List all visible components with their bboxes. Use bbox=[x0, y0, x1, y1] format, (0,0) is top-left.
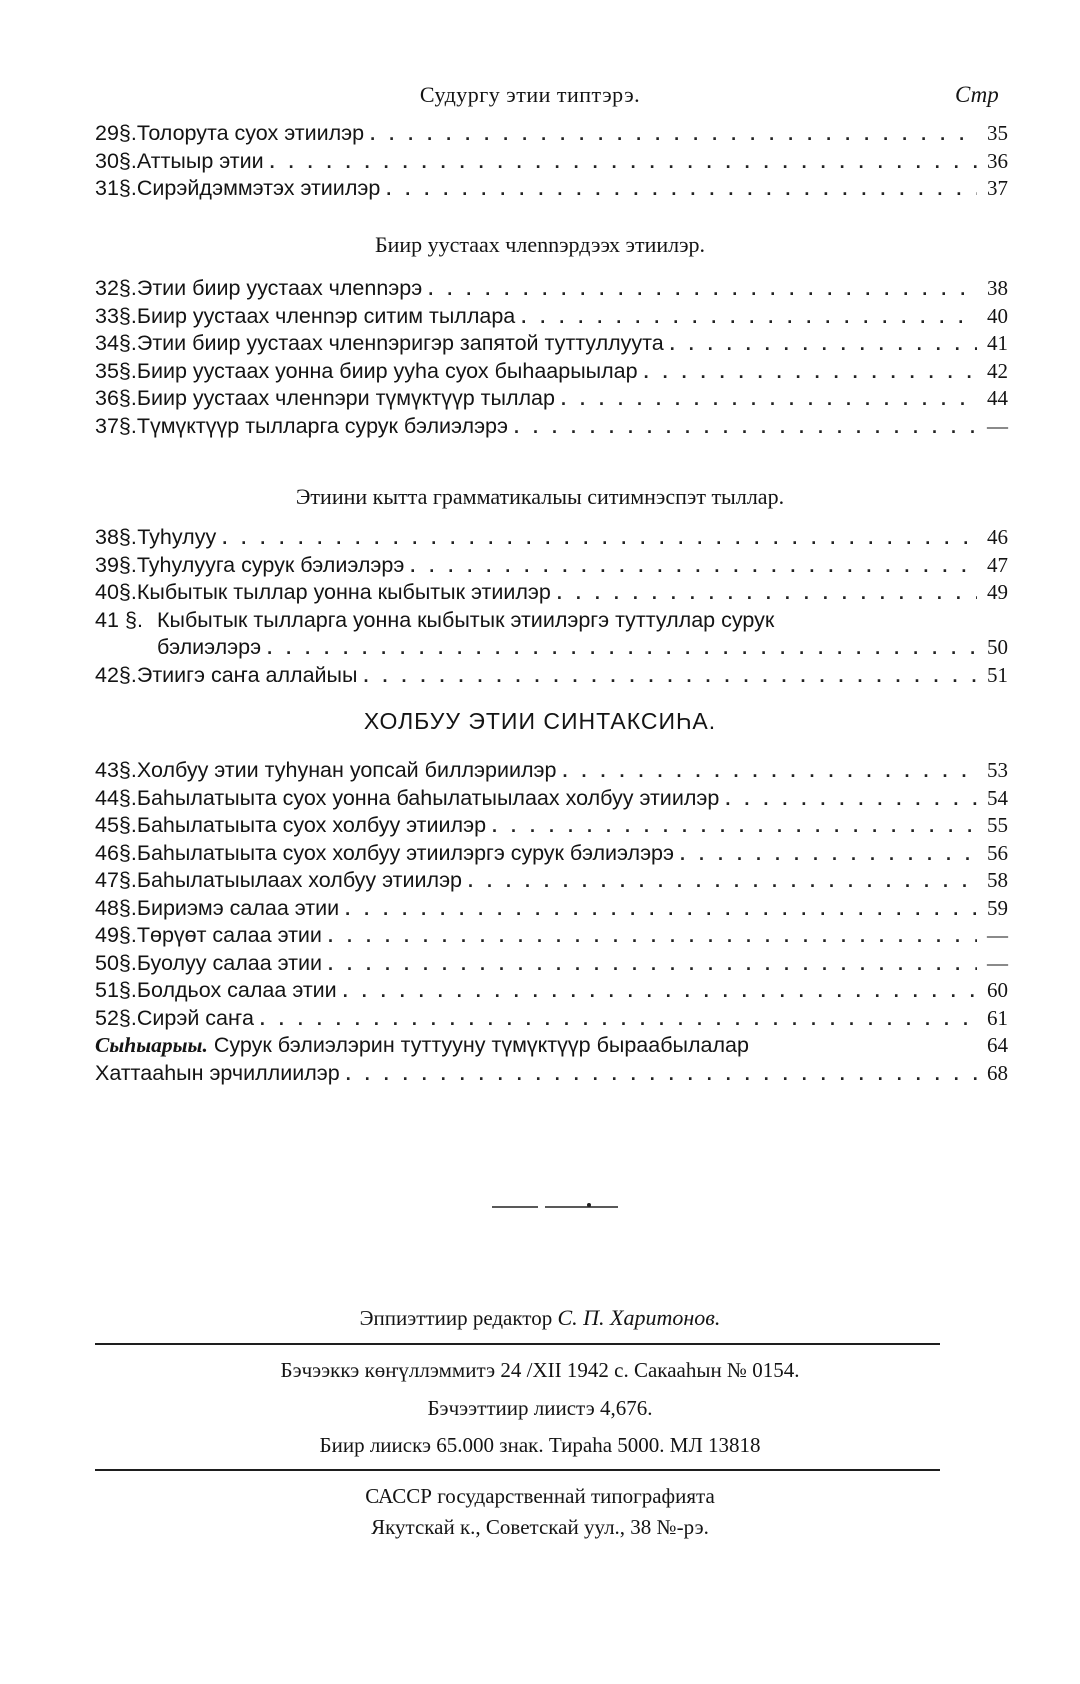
toc-entry bbox=[95, 385, 1008, 413]
dot-leader bbox=[386, 176, 977, 204]
entry-number: 36 bbox=[95, 386, 119, 410]
dot-leader bbox=[260, 1006, 976, 1034]
toc-entry bbox=[95, 148, 1008, 176]
entry-title: Этии биир уустаах членnэригэр запятой туттуллуута bbox=[136, 331, 664, 355]
toc-entry bbox=[95, 607, 1008, 635]
editor-name: С. П. Харитонов. bbox=[557, 1305, 721, 1330]
entry-number: 39 bbox=[95, 552, 119, 577]
entry-title: Баһылатыыта суох уонна баһылатыылаах холбуу этиилэр bbox=[136, 785, 720, 810]
entry-page: 36 bbox=[987, 148, 1008, 173]
dot-leader bbox=[521, 304, 977, 332]
dot-leader bbox=[561, 386, 977, 414]
entry-page: — bbox=[987, 413, 1008, 438]
section-sign: §. bbox=[118, 580, 137, 604]
section-sign: §. bbox=[118, 303, 137, 328]
entry-page: — bbox=[987, 923, 1008, 947]
entry-page: 60 bbox=[987, 978, 1008, 1002]
flourish-dot bbox=[587, 1203, 591, 1207]
horizontal-rule bbox=[95, 1343, 940, 1345]
errata-title: Хаттааһын эрчиллиилэр bbox=[95, 1060, 340, 1085]
entry-number: 30 bbox=[95, 148, 119, 173]
entry-number: 35 bbox=[95, 358, 119, 383]
section-sign: §. bbox=[118, 552, 137, 577]
section-sign: §. bbox=[118, 662, 137, 687]
dot-leader bbox=[370, 121, 977, 149]
toc-entry bbox=[95, 840, 1008, 868]
entry-title: Этиигэ саҥа аллайыы bbox=[136, 662, 358, 687]
entry-number: 37 bbox=[95, 413, 119, 438]
section-sign: §. bbox=[118, 868, 137, 892]
section-sign: §. bbox=[118, 895, 137, 920]
toc-entry bbox=[95, 330, 1008, 358]
entry-title: Этии биир уустаах члennэрэ bbox=[136, 276, 423, 300]
entry-number: 41 bbox=[95, 607, 119, 632]
decorative-flourish bbox=[490, 1202, 620, 1210]
characters-circulation-line: Биир лиискэ 65.000 знак. Тираһа 5000. МЛ 13818 bbox=[319, 1433, 761, 1457]
section-sign: §. bbox=[118, 840, 137, 865]
entry-page: — bbox=[987, 950, 1008, 975]
entry-number: 32 bbox=[95, 276, 119, 300]
toc-entry bbox=[95, 757, 1008, 785]
entry-page: 38 bbox=[987, 276, 1008, 300]
toc-entry bbox=[95, 175, 1008, 203]
horizontal-rule bbox=[95, 1469, 940, 1471]
entry-page: 49 bbox=[987, 580, 1008, 604]
section-heading: Биир уустаах члennэрдээх этиилэр. bbox=[374, 232, 706, 257]
printer-line-2: Якутскай к., Советскай уул., 38 №-рэ. bbox=[371, 1515, 709, 1539]
entry-number: 47 bbox=[95, 868, 119, 892]
section-sign: §. bbox=[118, 276, 137, 300]
toc-entry bbox=[95, 977, 1008, 1005]
dot-leader bbox=[492, 813, 977, 841]
section-heading: Этиини кытта грамматикалыы ситимнэспэт тыллар. bbox=[295, 484, 785, 509]
entry-number: 51 bbox=[95, 978, 119, 1002]
section-sign: §. bbox=[118, 785, 137, 810]
entry-title: Сирэйдэммэтэх этиилэр bbox=[136, 176, 381, 200]
toc-entry bbox=[95, 358, 1008, 386]
entry-page: 37 bbox=[987, 176, 1008, 200]
entry-title: Баһылатыыта суох холбуу этиилэргэ сурук бэлиэлэрэ bbox=[136, 840, 674, 865]
entry-number: 31 bbox=[95, 176, 119, 200]
section-sign: §. bbox=[118, 413, 137, 438]
entry-title: Биир уустаах членnэр ситим тыллара bbox=[136, 303, 516, 328]
entry-page: 56 bbox=[987, 840, 1008, 865]
dot-leader bbox=[346, 1061, 977, 1089]
entry-number: 38 bbox=[95, 525, 119, 549]
editor-line bbox=[0, 1305, 1080, 1331]
dot-leader bbox=[468, 868, 977, 896]
entry-title: Буолуу салаа этии bbox=[136, 950, 322, 975]
section-sign: §. bbox=[118, 331, 137, 355]
entry-number: 52 bbox=[95, 1005, 119, 1030]
toc-entry bbox=[95, 812, 1008, 840]
entry-number: 34 bbox=[95, 331, 119, 355]
entry-page: 54 bbox=[987, 785, 1008, 810]
toc-entry bbox=[95, 1005, 1008, 1033]
dot-leader bbox=[363, 663, 977, 691]
entry-page: 58 bbox=[987, 868, 1008, 892]
entry-title: Туһулуу bbox=[137, 525, 217, 549]
appendix-label: Сыһыарыы. bbox=[95, 1033, 208, 1057]
dot-leader bbox=[267, 635, 976, 663]
section-sign: §. bbox=[118, 978, 137, 1002]
entry-title: Сирэй саҥа bbox=[136, 1005, 254, 1030]
entry-title: Холбуу этии туһунан уопсай биллэриилэр bbox=[136, 758, 557, 782]
dot-leader bbox=[562, 758, 977, 786]
toc-header-title: Судургу этии типтэрэ. bbox=[419, 82, 641, 107]
toc-entry bbox=[95, 895, 1008, 923]
entry-title: Биир уустаах уонна биир ууһа суох быһаарыылар bbox=[136, 358, 638, 383]
dot-leader bbox=[428, 276, 977, 304]
entry-title: Түмүктүүр тылларга сурук бэлиэлэрэ bbox=[136, 413, 508, 438]
toc-entry bbox=[95, 413, 1008, 441]
entry-page: 44 bbox=[987, 386, 1008, 410]
dot-leader bbox=[343, 978, 977, 1006]
toc-group-3 bbox=[95, 524, 1008, 689]
entry-title: Бириэмэ салаа этии bbox=[136, 895, 340, 920]
entry-page: 53 bbox=[987, 758, 1008, 782]
section-sign: §. bbox=[118, 176, 137, 200]
entry-number: 40 bbox=[95, 580, 119, 604]
dot-leader bbox=[270, 149, 977, 177]
entry-title: Кыбытык тылларга уонна кыбытык этиилэргэ туттуллар сурук bbox=[157, 607, 775, 632]
toc-entry bbox=[95, 524, 1008, 552]
entry-page: 46 bbox=[987, 525, 1008, 549]
appendix-title-wrap bbox=[95, 1032, 749, 1060]
entry-number: 50 bbox=[95, 950, 119, 975]
entry-number: 46 bbox=[95, 840, 119, 865]
entry-page: 59 bbox=[987, 895, 1008, 920]
part-heading: ХОЛБУУ ЭТИИ СИНТАКСИҺА. bbox=[363, 708, 717, 734]
entry-page: 61 bbox=[987, 1005, 1008, 1030]
toc-entry bbox=[95, 303, 1008, 331]
dot-leader bbox=[345, 896, 977, 924]
entry-page: 47 bbox=[987, 552, 1008, 577]
entry-page: 50 bbox=[987, 635, 1008, 659]
dot-leader bbox=[222, 525, 975, 553]
section-sign: §. bbox=[118, 1005, 137, 1030]
entry-title: Төрүөт салаа этии bbox=[136, 923, 322, 947]
section-sign: §. bbox=[118, 923, 137, 947]
entry-title: Толорута суох этиилэр bbox=[136, 121, 365, 145]
toc-entry-continuation bbox=[95, 634, 1008, 662]
dot-leader bbox=[410, 553, 977, 581]
toc-entry bbox=[95, 120, 1008, 148]
entry-title: Баһылатыылаах холбуу этиилэр bbox=[136, 868, 462, 892]
entry-title: Аттыыр этии bbox=[136, 148, 264, 173]
printer-line-1: САССР государственнай типографията bbox=[365, 1484, 715, 1508]
entry-number: 48 bbox=[95, 895, 119, 920]
section-sign: §. bbox=[118, 525, 137, 549]
entry-title: Кыбытык тыллар уонна кыбытык этиилэр bbox=[136, 580, 551, 604]
entry-page: 40 bbox=[987, 303, 1008, 328]
entry-page: 35 bbox=[987, 121, 1008, 145]
toc-entry bbox=[95, 922, 1008, 950]
dot-leader bbox=[514, 414, 977, 442]
dot-leader bbox=[557, 580, 977, 608]
section-sign: §. bbox=[118, 758, 137, 782]
entry-title-continuation: бэлиэлэрэ bbox=[157, 635, 262, 659]
page-column-label: Стр bbox=[955, 82, 999, 107]
entry-page: 41 bbox=[987, 331, 1008, 355]
appendix-title: Сурук бэлиэлэрин туттууну түмүктүүр быраабылалар bbox=[213, 1033, 749, 1057]
entry-page: 68 bbox=[987, 1060, 1008, 1085]
entry-title: Биир уустаах членnэри түмүктүүр тыллар bbox=[136, 386, 555, 410]
toc-appendix-entry bbox=[95, 1032, 1008, 1060]
entry-number: 44 bbox=[95, 785, 119, 810]
entry-number: 45 bbox=[95, 813, 119, 837]
print-approval-line: Бэчээккэ көҥүллэммитэ 24 /XII 1942 с. Сакааһын № 0154. bbox=[280, 1358, 800, 1382]
section-sign: §. bbox=[125, 607, 143, 632]
entry-number: 33 bbox=[95, 303, 119, 328]
toc-entry bbox=[95, 867, 1008, 895]
toc-entry bbox=[95, 552, 1008, 580]
entry-number: 42 bbox=[95, 662, 119, 687]
toc-group-2 bbox=[95, 275, 1008, 440]
section-sign: §. bbox=[118, 358, 137, 383]
toc-entry bbox=[95, 579, 1008, 607]
toc-entry bbox=[95, 275, 1008, 303]
entry-page: 51 bbox=[987, 662, 1008, 687]
dot-leader bbox=[680, 841, 977, 869]
toc-group-4 bbox=[95, 757, 1008, 1087]
dot-leader bbox=[644, 359, 977, 387]
entry-page: 42 bbox=[987, 358, 1008, 383]
dot-leader bbox=[725, 786, 977, 814]
section-sign: §. bbox=[118, 386, 137, 410]
section-sign: §. bbox=[118, 813, 137, 837]
section-sign: §. bbox=[118, 950, 137, 975]
entry-number: 49 bbox=[95, 923, 119, 947]
dot-leader bbox=[328, 951, 977, 979]
toc-entry bbox=[95, 950, 1008, 978]
entry-page: 64 bbox=[987, 1033, 1008, 1057]
entry-number: 43 bbox=[95, 758, 119, 782]
toc-entry bbox=[95, 662, 1008, 690]
toc-group-1 bbox=[95, 120, 1008, 203]
entry-title: Туһулууга сурук бэлиэлэрэ bbox=[136, 552, 405, 577]
entry-title: Баһылатыыта суох холбуу этиилэр bbox=[136, 813, 487, 837]
dot-leader bbox=[328, 923, 977, 951]
dot-leader bbox=[670, 331, 977, 359]
entry-number: 29 bbox=[95, 121, 119, 145]
editor-label: Эппиэттиир редактор bbox=[359, 1306, 553, 1330]
entry-page: 55 bbox=[987, 813, 1008, 837]
toc-entry bbox=[95, 785, 1008, 813]
toc-errata-entry bbox=[95, 1060, 1008, 1088]
section-sign: §. bbox=[118, 148, 137, 173]
printed-sheets-line: Бэчээттиир лиистэ 4,676. bbox=[427, 1396, 653, 1420]
section-sign: §. bbox=[118, 121, 137, 145]
entry-title: Болдьох салаа этии bbox=[136, 978, 337, 1002]
